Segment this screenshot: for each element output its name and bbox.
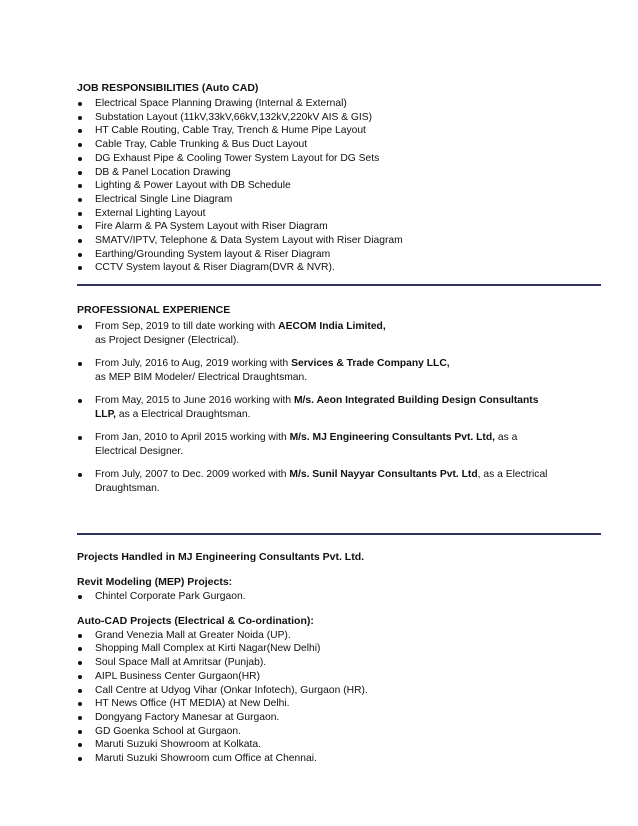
company-name: Services & Trade Company LLC, [291,358,450,369]
experience-heading: PROFESSIONAL EXPERIENCE [77,304,231,316]
list-item: Cable Tray, Cable Trunking & Bus Duct Layout [77,138,602,152]
list-item: Electrical Single Line Diagram [77,193,602,207]
list-item: DB & Panel Location Drawing [77,166,602,180]
professional-experience-section [77,303,602,505]
experience-item [77,431,602,458]
company-name: M/s. Aeon Integrated Building Design Consultants [293,395,539,406]
list-item: Fire Alarm & PA System Layout with Riser Diagram [77,220,602,234]
list-item: Soul Space Mall at Amritsar (Punjab). [77,656,602,670]
experience-role: as MEP BIM Modeler/ Electrical Draughtsman. [95,371,308,383]
experience-item [77,468,602,495]
list-item: External Lighting Layout [77,207,602,221]
experience-role: as a Electrical Draughtsman. [115,408,251,420]
list-item: Substation Layout (11kV,33kV,66kV,132kV,220kV AIS & GIS) [77,111,602,125]
section-divider [77,533,601,535]
experience-item [77,394,602,421]
section-divider [77,284,601,286]
list-item: CCTV System layout & Riser Diagram(DVR & NVR). [77,261,602,275]
experience-role: as Project Designer (Electrical). [95,334,240,346]
experience-item [77,357,602,384]
list-item: Call Centre at Udyog Vihar (Onkar Infotech), Gurgaon (HR). [77,684,602,698]
projects-section [77,550,602,766]
list-item: Lighting & Power Layout with DB Schedule [77,179,602,193]
experience-list [77,320,602,495]
experience-text: From July, 2016 to Aug, 2019 working with [95,358,292,369]
list-item: DG Exhaust Pipe & Cooling Tower System Layout for DG Sets [77,152,602,166]
job-responsibilities-list [77,97,602,275]
list-item: Maruti Suzuki Showroom at Kolkata. [77,738,602,752]
experience-text: From Sep, 2019 to till date working with [95,321,279,332]
list-item: HT Cable Routing, Cable Tray, Trench & Hume Pipe Layout [77,124,602,138]
experience-role-line [95,408,602,422]
list-item: HT News Office (HT MEDIA) at New Delhi. [77,697,602,711]
list-item: AIPL Business Center Gurgaon(HR) [77,670,602,684]
list-item: Earthing/Grounding System layout & Riser Diagram [77,248,602,262]
company-name: AECOM India Limited, [278,321,386,332]
company-name-continued: LLP, [95,408,116,420]
list-item: GD Goenka School at Gurgaon. [77,725,602,739]
company-name: M/s. MJ Engineering Consultants Pvt. Ltd, [289,432,495,443]
company-name: M/s. Sunil Nayyar Consultants Pvt. Ltd [289,469,478,480]
projects-heading: Projects Handled in MJ Engineering Consultants Pvt. Ltd. [77,551,365,563]
autocad-projects-heading: Auto-CAD Projects (Electrical & Co-ordination): [77,614,314,627]
list-item: SMATV/IPTV, Telephone & Data System Layout with Riser Diagram [77,234,602,248]
job-responsibilities-section [77,81,602,275]
revit-projects-heading: Revit Modeling (MEP) Projects: [77,576,233,588]
revit-projects-list [77,590,602,604]
experience-role: Draughtsman. [95,482,160,494]
experience-text: as a [495,432,518,443]
list-item: Electrical Space Planning Drawing (Internal & External) [77,97,602,111]
list-item: Maruti Suzuki Showroom cum Office at Chennai. [77,752,602,766]
autocad-projects-list [77,629,602,766]
job-responsibilities-heading: JOB RESPONSIBILITIES (Auto CAD) [77,82,259,94]
list-item: Chintel Corporate Park Gurgaon. [77,590,602,604]
experience-text: From July, 2007 to Dec. 2009 worked with [95,469,290,480]
experience-item [77,320,602,347]
experience-text: From Jan, 2010 to April 2015 working with [95,432,290,443]
list-item: Shopping Mall Complex at Kirti Nagar(New Delhi) [77,642,602,656]
list-item: Grand Venezia Mall at Greater Noida (UP). [77,629,602,643]
experience-role: Electrical Designer. [95,445,184,457]
experience-text: , as a Electrical [477,469,548,480]
experience-text: From May, 2015 to June 2016 working with [95,395,294,406]
list-item: Dongyang Factory Manesar at Gurgaon. [77,711,602,725]
